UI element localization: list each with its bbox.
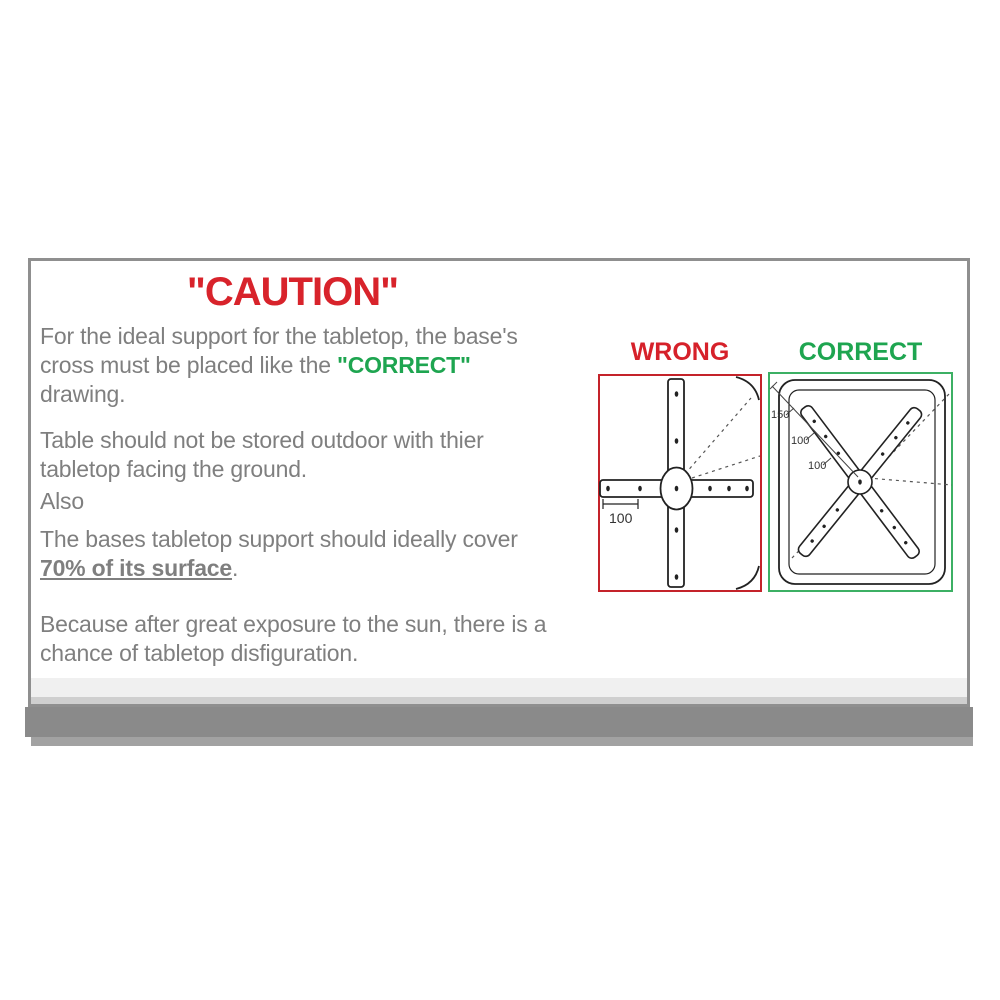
bottom-shadow-bar-soft [31,737,973,746]
bottom-shadow-bar [25,707,973,737]
panel-footer-strip-mid [31,697,967,704]
wrong-diagram [598,374,762,592]
panel-footer-strip-light [31,678,967,697]
paragraph-storage [40,426,600,484]
paragraph-text: . [231,555,239,581]
paragraph-line: drawing. [40,381,126,407]
correct-diagram [768,372,953,592]
dimension-100-label: 100 [808,460,827,472]
paragraph-also: Also [40,488,84,514]
dimension-150-label: 150 [771,409,790,421]
paragraph-line: Table should not be stored outdoor with thier [40,427,484,453]
correct-highlight: "CORRECT" [336,352,471,378]
correct-label: CORRECT [798,338,923,366]
paragraph-line: tabletop facing the ground. [40,456,307,482]
paragraph-coverage [40,525,600,583]
paragraph-line: chance of tabletop disfiguration. [40,640,359,666]
paragraph-line: For the ideal support for the tabletop, the base's [40,323,518,349]
surface-emphasis: 70% of its surface [40,555,232,581]
paragraph-line: The bases tabletop support should ideally cover [40,526,518,552]
wrong-label: WRONG [630,338,730,366]
paragraph-line: Because after great exposure to the sun, there is a [40,611,547,637]
dimension-100-label: 100 [791,435,810,447]
paragraph-ideal-support [40,322,600,409]
paragraph-line [40,554,600,583]
paragraph-sun-exposure [40,610,600,668]
body-text [40,322,600,668]
dimension-100-label: 100 [609,510,633,526]
page-title: "CAUTION" [186,270,399,314]
paragraph-text: cross must be placed like the [40,352,337,378]
paragraph-line [40,351,600,380]
